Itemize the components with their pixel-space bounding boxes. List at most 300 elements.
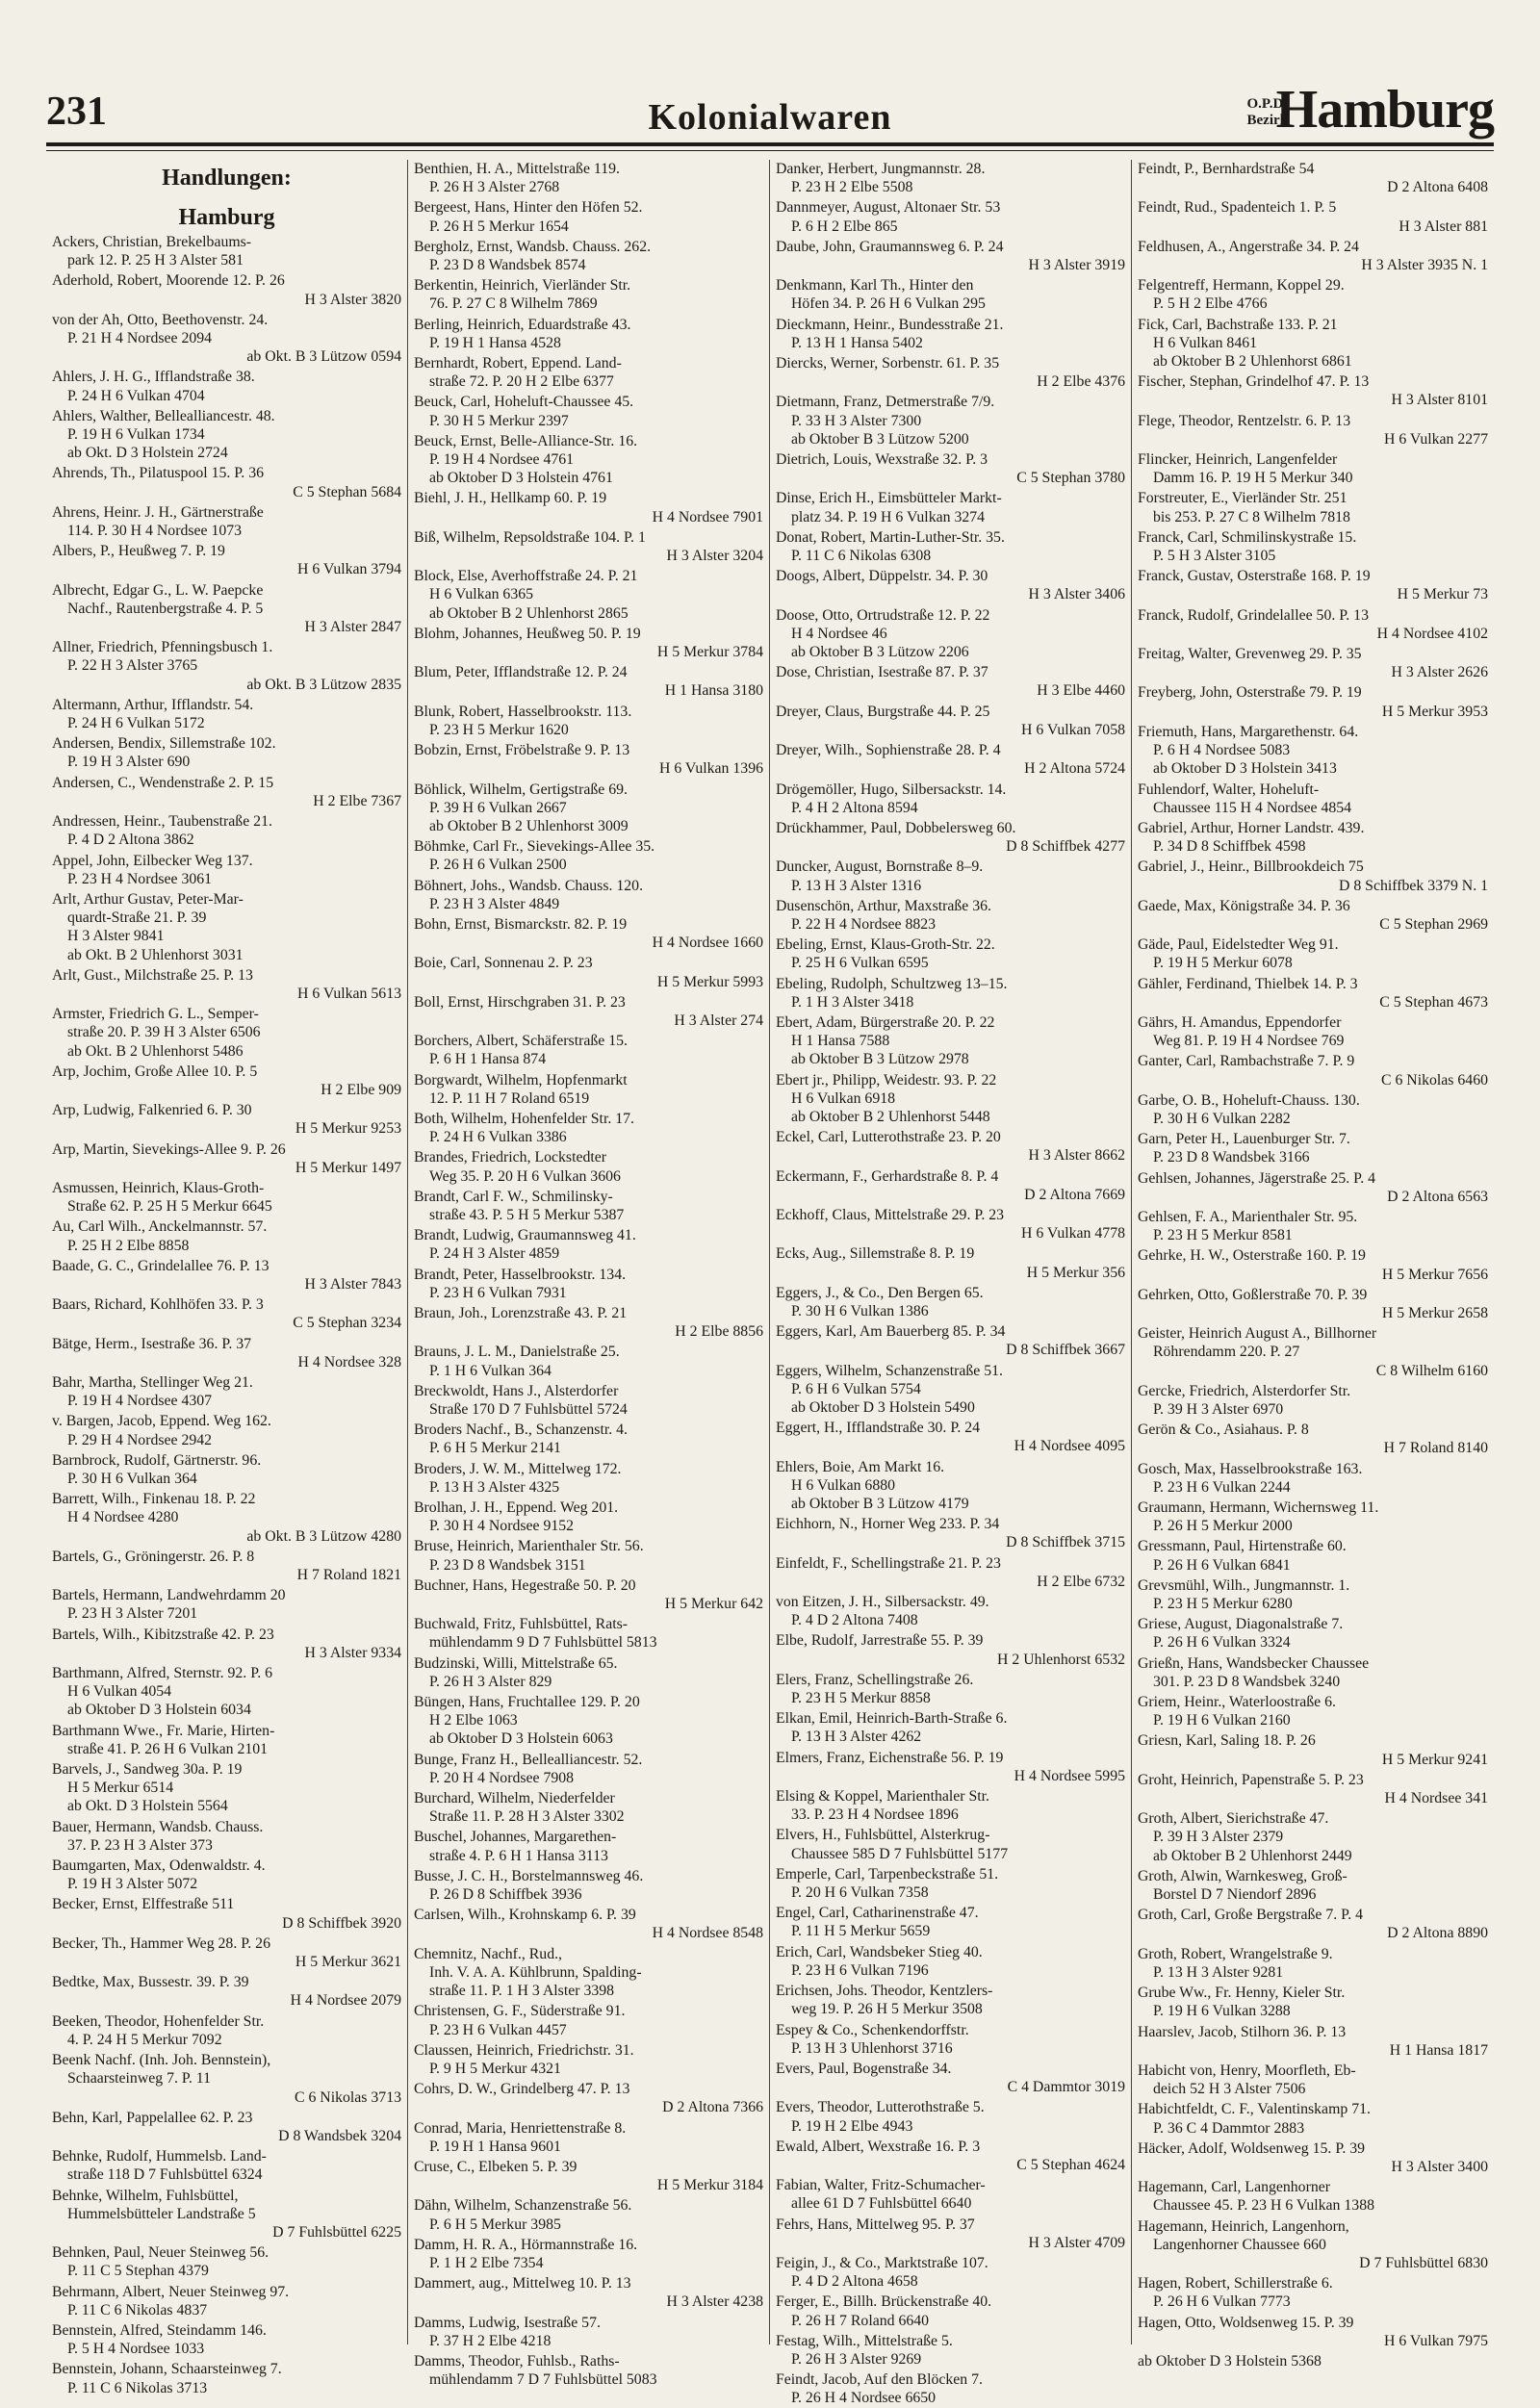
entry-name-line: Habicht von, Henry, Moorfleth, Eb-	[1138, 2062, 1356, 2079]
entry-name-line: Boie, Carl, Sonnenau 2. P. 23	[414, 955, 593, 972]
entry-detail-line: P. 30 H 6 Vulkan 1386	[791, 1302, 929, 1319]
entry-name-line: Elvers, H., Fuhlsbüttel, Alsterkrug-	[776, 1827, 990, 1844]
entry-detail-line: H 3 Alster 3400	[1391, 2158, 1488, 2175]
entry-detail-line: H 4 Nordsee 46	[791, 625, 887, 642]
header-rule-thin	[46, 150, 1494, 151]
entry-detail-line: C 5 Stephan 3234	[293, 1315, 401, 1332]
directory-entry	[1138, 1013, 1488, 1050]
entry-name-line: Barrett, Wilh., Finkenau 18. P. 22	[52, 1491, 256, 1508]
entry-detail-line: H 3 Alster 9334	[304, 1644, 401, 1661]
entry-detail-line: ab Oktober B 3 Lützow 2978	[791, 1051, 969, 1068]
directory-entry	[776, 1322, 1125, 1359]
directory-entry	[52, 1179, 401, 1216]
entry-name-line: Braun, Joh., Lorenzstraße 43. P. 21	[414, 1304, 628, 1321]
directory-entry	[1138, 723, 1488, 779]
entry-name-line: Behnken, Paul, Neuer Steinweg 56.	[52, 2244, 270, 2262]
entry-name-line: Gehrke, H. W., Osterstraße 160. P. 19	[1138, 1247, 1366, 1265]
entry-detail-line: P. 13 H 3 Alster 4262	[791, 1729, 922, 1746]
entry-detail-line: ab Oktober D 3 Holstein 3413	[1153, 760, 1337, 778]
column	[770, 160, 1132, 2407]
entry-detail-line: H 3 Alster 4238	[666, 2293, 763, 2311]
entry-name-line: Bruse, Heinrich, Marienthaler Str. 56.	[414, 1538, 644, 1555]
entry-name-line: Böhnert, Johs., Wandsb. Chauss. 120.	[414, 877, 644, 894]
directory-entry	[414, 2274, 763, 2311]
directory-entry	[1138, 1169, 1488, 1206]
directory-entry	[414, 1382, 763, 1419]
entry-detail-line: D 7 Fuhlsbüttel 6830	[1359, 2254, 1488, 2271]
entry-name-line: Einfeldt, F., Schellingstraße 21. P. 23	[776, 1554, 1001, 1572]
entry-name-line: Eckel, Carl, Lutterothstraße 23. P. 20	[776, 1129, 1001, 1146]
entry-detail-line: H 3 Alster 3204	[666, 548, 763, 565]
directory-entry	[52, 1373, 401, 1410]
column	[408, 160, 770, 2389]
directory-entry	[414, 1906, 763, 1942]
directory-entry	[52, 2321, 401, 2358]
entry-name-line: Beuck, Ernst, Belle-Alliance-Str. 16.	[414, 432, 638, 449]
entry-name-line: Gercke, Friedrich, Alsterdorfer Str.	[1138, 1382, 1351, 1399]
directory-entry	[1138, 160, 1488, 196]
section-heading: Handlungen:	[162, 166, 292, 191]
entry-detail-line: P. 4 D 2 Altona 4658	[791, 2273, 918, 2291]
directory-entry	[1138, 1421, 1488, 1457]
entry-name-line: Hagemann, Heinrich, Langenhorn,	[1138, 2217, 1349, 2235]
section-title: Kolonialwaren	[648, 97, 892, 138]
entry-detail-line: allee 61 D 7 Fuhlsbüttel 6640	[791, 2195, 972, 2213]
entry-name-line: Ahlers, J. H. G., Ifflandstraße 38.	[52, 369, 255, 386]
entry-detail-line: H 4 Nordsee 5995	[1014, 1767, 1125, 1784]
entry-name-line: Garbe, O. B., Hoheluft-Chauss. 130.	[1138, 1091, 1360, 1109]
directory-entry	[414, 1576, 763, 1613]
entry-name-line: Danker, Herbert, Jungmannstr. 28.	[776, 161, 986, 177]
entry-detail-line: H 3 Alster 7843	[304, 1275, 401, 1293]
entry-detail-line: P. 19 H 2 Elbe 4943	[791, 2117, 913, 2135]
entry-name-line: Behrmann, Albert, Neuer Steinweg 97.	[52, 2283, 290, 2300]
entry-name-line: Hagen, Otto, Woldsenweg 15. P. 39	[1138, 2314, 1354, 2331]
entry-detail-line: Weg 81. P. 19 H 4 Nordsee 769	[1153, 1033, 1345, 1050]
entry-name-line: Franck, Gustav, Osterstraße 168. P. 19	[1138, 568, 1371, 585]
entry-detail-line: D 8 Schiffbek 3920	[282, 1914, 401, 1932]
entry-detail-line: H 5 Merkur 356	[1026, 1264, 1125, 1281]
entry-detail-line: 12. P. 11 H 7 Roland 6519	[429, 1089, 590, 1107]
directory-entry	[414, 528, 763, 565]
entry-name-line: Denkmann, Karl Th., Hinter den	[776, 277, 974, 295]
directory-entry	[776, 1631, 1125, 1668]
entry-name-line: Donat, Robert, Martin-Luther-Str. 35.	[776, 528, 1005, 546]
entry-detail-line: straße 41. P. 26 H 6 Vulkan 2101	[67, 1740, 269, 1757]
entry-detail-line: H 4 Nordsee 328	[297, 1353, 401, 1371]
directory-entry	[776, 2293, 1125, 2329]
entry-name-line: Feindt, P., Bernhardstraße 54	[1138, 161, 1315, 177]
entry-name-line: Biß, Wilhelm, Repsoldstraße 104. P. 1	[414, 528, 646, 546]
entry-detail-line: H 5 Merkur 7656	[1381, 1266, 1488, 1283]
directory-entry	[776, 1982, 1125, 2018]
directory-entry	[1138, 489, 1488, 525]
entry-detail-line: H 3 Alster 3406	[1028, 586, 1125, 603]
entry-name-line: Borchers, Albert, Schäferstraße 15.	[414, 1033, 628, 1050]
entry-name-line: Budzinski, Willi, Mittelstraße 65.	[414, 1654, 618, 1672]
entry-name-line: Damm, H. R. A., Hörmannstraße 16.	[414, 2236, 638, 2253]
directory-entry	[52, 774, 401, 810]
directory-entry	[1138, 1499, 1488, 1535]
entry-name-line: Cohrs, D. W., Grindelberg 47. P. 13	[414, 2081, 630, 2098]
directory-entry	[1138, 2100, 1488, 2137]
entry-name-line: Emperle, Carl, Tarpenbeckstraße 51.	[776, 1865, 999, 1883]
entry-name-line: Buchner, Hans, Hegestraße 50. P. 20	[414, 1576, 636, 1594]
directory-entry	[52, 2243, 401, 2280]
entry-name-line: Forstreuter, E., Vierländer Str. 251	[1138, 490, 1348, 507]
directory-entry	[414, 1148, 763, 1185]
entry-name-line: Drückhammer, Paul, Dobbelersweg 60.	[776, 819, 1016, 836]
directory-entry	[1138, 858, 1488, 894]
entry-name-line: Griesn, Karl, Saling 18. P. 26	[1138, 1732, 1316, 1750]
entry-detail-line: H 7 Roland 8140	[1383, 1440, 1488, 1457]
entry-detail-line: H 2 Elbe 6732	[1037, 1573, 1125, 1590]
directory-entry	[414, 2041, 763, 2078]
entry-detail-line: P. 4 D 2 Altona 7408	[791, 1612, 918, 1629]
entry-name-line: Barthmann, Alfred, Sternstr. 92. P. 6	[52, 1665, 273, 1682]
entry-name-line: Ehlers, Boie, Am Markt 16.	[776, 1458, 945, 1475]
directory-entry	[414, 993, 763, 1030]
directory-entry	[776, 276, 1125, 313]
directory-entry	[52, 1257, 401, 1294]
directory-entry	[776, 1904, 1125, 1940]
entry-detail-line: Langenhorner Chaussee 660	[1153, 2236, 1326, 2253]
entry-list	[1138, 160, 1488, 2370]
entry-detail-line: P. 30 H 6 Vulkan 2282	[1153, 1110, 1291, 1127]
entry-detail-line: P. 19 H 1 Hansa 4528	[429, 334, 561, 351]
directory-entry	[1138, 975, 1488, 1012]
entry-detail-line: C 5 Stephan 4624	[1016, 2156, 1125, 2173]
directory-entry	[414, 1304, 763, 1341]
entry-name-line: Böhlick, Wilhelm, Gertigstraße 69.	[414, 781, 628, 798]
entry-detail-line: H 3 Elbe 4460	[1037, 682, 1125, 700]
directory-entry	[1138, 1537, 1488, 1574]
directory-entry	[414, 954, 763, 990]
entry-name-line: Elbe, Rudolf, Jarrestraße 55. P. 39	[776, 1632, 984, 1650]
entry-detail-line: H 5 Merkur 3953	[1381, 703, 1488, 720]
directory-entry	[776, 663, 1125, 700]
city-title: Hamburg	[1275, 80, 1494, 140]
entry-name-line: Griese, August, Diagonalstraße 7.	[1138, 1616, 1344, 1633]
entry-name-line: Blunk, Robert, Hasselbrookstr. 113.	[414, 703, 632, 720]
directory-entry	[414, 837, 763, 874]
entry-detail-line: P. 19 H 5 Merkur 6078	[1153, 955, 1293, 972]
entry-detail-line: P. 23 H 5 Merkur 8581	[1153, 1227, 1293, 1244]
entry-detail-line: P. 6 H 4 Nordsee 5083	[1153, 742, 1291, 759]
entry-name-line: von der Ah, Otto, Beethovenstr. 24.	[52, 311, 269, 328]
directory-entry	[414, 2002, 763, 2038]
entry-name-line: Elers, Franz, Schellingstraße 26.	[776, 1671, 974, 1688]
entry-name-line: Boll, Ernst, Hirschgraben 31. P. 23	[414, 993, 626, 1011]
directory-entry	[776, 1554, 1125, 1591]
entry-detail-line: P. 4 H 2 Altona 8594	[791, 799, 918, 816]
entry-name-line: Beenk Nachf. (Inh. Joh. Bennstein),	[52, 2052, 271, 2069]
entry-detail-line: Chaussee 115 H 4 Nordsee 4854	[1153, 799, 1352, 816]
directory-entry	[414, 1421, 763, 1457]
entry-detail-line: P. 24 H 6 Vulkan 4704	[67, 387, 205, 404]
entry-name-line: Christensen, G. F., Süderstraße 91.	[414, 2003, 626, 2020]
entry-detail-line: Straße 170 D 7 Fuhlsbüttel 5724	[429, 1401, 628, 1418]
entry-detail-line: D 8 Schiffbek 3667	[1006, 1342, 1125, 1359]
directory-entry	[414, 432, 763, 488]
columns	[46, 160, 1494, 2407]
entry-name-line: Buchwald, Fritz, Fuhlsbüttel, Rats-	[414, 1616, 629, 1633]
entry-detail-line: P. 5 H 2 Elbe 4766	[1153, 295, 1268, 313]
directory-entry	[52, 1857, 401, 1893]
entry-name-line: Barthmann Wwe., Fr. Marie, Hirten-	[52, 1722, 275, 1739]
entry-detail-line: P. 37 H 2 Elbe 4218	[429, 2332, 552, 2349]
entry-detail-line: D 2 Altona 6408	[1387, 179, 1488, 196]
directory-entry	[1138, 2023, 1488, 2060]
entry-name-line: Haarslev, Jacob, Stilhorn 36. P. 13	[1138, 2023, 1347, 2040]
entry-detail-line: 33. P. 23 H 4 Nordsee 1896	[791, 1806, 959, 1824]
entry-detail-line: P. 19 H 6 Vulkan 1734	[67, 426, 205, 444]
entry-name-line: Brandes, Friedrich, Lockstedter	[414, 1149, 607, 1166]
entry-detail-line: P. 13 H 3 Uhlenhorst 3716	[791, 2039, 953, 2057]
entry-name-line: Ebert jr., Philipp, Weidestr. 93. P. 22	[776, 1071, 997, 1089]
entry-detail-line: ab Oktober D 3 Holstein 5490	[791, 1399, 975, 1416]
directory-entry	[52, 1412, 401, 1448]
directory-entry	[1138, 897, 1488, 934]
entry-name-line: Diercks, Werner, Sorbenstr. 61. P. 35	[776, 355, 1000, 372]
directory-entry	[52, 311, 401, 367]
entry-detail-line: P. 6 H 5 Merkur 2141	[429, 1440, 561, 1457]
entry-detail-line: P. 13 H 3 Alster 1316	[791, 877, 922, 894]
entry-detail-line: H 2 Elbe 8856	[675, 1323, 763, 1341]
entry-name-line: Hagemann, Carl, Langenhorner	[1138, 2179, 1331, 2196]
entry-detail-line: ab Oktober B 2 Uhlenhorst 2449	[1153, 1847, 1352, 1864]
entry-name-line: Eggers, Karl, Am Bauerberg 85. P. 34	[776, 1323, 1006, 1341]
entry-detail-line: P. 26 D 8 Schiffbek 3936	[429, 1886, 582, 1904]
entry-detail-line: Chaussee 45. P. 23 H 6 Vulkan 1388	[1153, 2197, 1375, 2215]
directory-entry	[52, 1217, 401, 1254]
directory-entry	[1138, 606, 1488, 643]
entry-detail-line: H 2 Altona 5724	[1024, 760, 1125, 778]
entry-detail-line: P. 23 H 3 Alster 7201	[67, 1605, 198, 1623]
entry-name-line: Elkan, Emil, Heinrich-Barth-Straße 6.	[776, 1710, 1008, 1728]
directory-entry	[776, 316, 1125, 352]
entry-name-line: Barvels, J., Sandweg 30a. P. 19	[52, 1761, 243, 1779]
directory-entry	[414, 1266, 763, 1302]
entry-detail-line: H 3 Alster 2626	[1391, 664, 1488, 681]
entry-name-line: Busse, J. C. H., Borstelmannsweg 46.	[414, 1867, 644, 1884]
entry-detail-line: P. 33 H 3 Alster 7300	[791, 412, 922, 429]
entry-detail-line: 114. P. 30 H 4 Nordsee 1073	[67, 523, 243, 540]
entry-name-line: Doose, Otto, Ortrudstraße 12. P. 22	[776, 606, 990, 624]
entry-name-line: Broders Nachf., B., Schanzenstr. 4.	[414, 1422, 628, 1439]
entry-name-line: Dusenschön, Arthur, Maxstraße 36.	[776, 897, 991, 914]
directory-entry	[414, 1032, 763, 1068]
entry-detail-line: H 6 Vulkan 8461	[1153, 334, 1258, 351]
entry-detail-line: Schaarsteinweg 7. P. 11	[67, 2070, 212, 2088]
entry-detail-line: ab Okt. B 3 Lützow 4280	[246, 1527, 401, 1545]
entry-detail-line: H 5 Merkur 9253	[295, 1120, 401, 1138]
entry-name-line: Dieckmann, Heinr., Bundesstraße 21.	[776, 316, 1004, 333]
entry-name-line: Arlt, Gust., Milchstraße 25. P. 13	[52, 966, 253, 984]
entry-detail-line: H 5 Merkur 2658	[1381, 1304, 1488, 1321]
directory-entry	[776, 1943, 1125, 1980]
directory-entry	[776, 935, 1125, 972]
entry-detail-line: P. 30 H 5 Merkur 2397	[429, 412, 569, 429]
entry-name-line: Appel, John, Eilbecker Weg 137.	[52, 852, 253, 869]
entry-name-line: Dammert, aug., Mittelweg 10. P. 13	[414, 2275, 631, 2293]
directory-entry	[414, 1693, 763, 1749]
entry-name-line: Espey & Co., Schenkendorffstr.	[776, 2021, 969, 2038]
entry-detail-line: D 7 Fuhlsbüttel 6225	[272, 2223, 401, 2241]
directory-entry	[52, 1295, 401, 1332]
directory-entry	[52, 638, 401, 694]
entry-detail-line: P. 13 H 3 Alster 4325	[429, 1478, 560, 1496]
directory-entry	[776, 2098, 1125, 2135]
entry-detail-line: ab Okt. D 3 Holstein 2724	[67, 445, 228, 462]
entry-detail-line: P. 9 H 5 Merkur 4321	[429, 2060, 561, 2077]
directory-entry	[776, 858, 1125, 894]
entry-detail-line: H 5 Merkur 9241	[1381, 1751, 1488, 1768]
entry-detail-line: Höfen 34. P. 26 H 6 Vulkan 295	[791, 295, 986, 313]
directory-entry	[52, 1760, 401, 1816]
directory-entry	[52, 233, 401, 269]
entry-name-line: Bergeest, Hans, Hinter den Höfen 52.	[414, 199, 643, 217]
entry-detail-line: P. 11 H 5 Merkur 5659	[791, 1923, 931, 1940]
directory-entry	[52, 1895, 401, 1932]
entry-name-line: Andersen, Bendix, Sillemstraße 102.	[52, 735, 276, 753]
entry-name-line: Garn, Peter H., Lauenburger Str. 7.	[1138, 1131, 1350, 1148]
directory-entry	[414, 1867, 763, 1904]
entry-name-line: Arp, Jochim, Große Allee 10. P. 5	[52, 1063, 258, 1080]
entry-name-line: Dreyer, Claus, Burgstraße 44. P. 25	[776, 703, 990, 720]
entry-name-line: Hagen, Robert, Schillerstraße 6.	[1138, 2275, 1333, 2293]
entry-name-line: Fuhlendorf, Walter, Hoheluft-	[1138, 781, 1320, 798]
entry-detail-line: H 6 Vulkan 6880	[791, 1476, 896, 1494]
entry-name-line: Albrecht, Edgar G., L. W. Paepcke	[52, 581, 264, 599]
directory-entry	[1138, 1576, 1488, 1613]
directory-entry	[1138, 1731, 1488, 1768]
entry-detail-line: P. 20 H 6 Vulkan 7358	[791, 1884, 929, 1902]
entry-name-line: Fick, Carl, Bachstraße 133. P. 21	[1138, 316, 1338, 333]
directory-entry	[1138, 238, 1488, 274]
entry-name-line: Daube, John, Graumannsweg 6. P. 24	[776, 238, 1004, 255]
directory-entry	[776, 1709, 1125, 1746]
entry-name-line: Damms, Theodor, Fuhlsb., Raths-	[414, 2352, 620, 2370]
directory-entry	[1138, 935, 1488, 972]
entry-name-line: Ahlers, Walther, Bellealliancestr. 48.	[52, 407, 275, 424]
directory-entry	[52, 2147, 401, 2184]
page-header	[46, 67, 1494, 142]
entry-detail-line: P. 30 H 4 Nordsee 9152	[429, 1518, 575, 1535]
directory-entry	[52, 1451, 401, 1488]
entry-detail-line: H 6 Vulkan 4054	[67, 1683, 172, 1701]
directory-entry	[776, 567, 1125, 603]
directory-entry	[1138, 450, 1488, 487]
entry-detail-line: Chaussee 585 D 7 Fuhlsbüttel 5177	[791, 1845, 1009, 1862]
directory-entry	[414, 703, 763, 739]
entry-name-line: Freyberg, John, Osterstraße 79. P. 19	[1138, 684, 1362, 702]
entry-name-line: Bobzin, Ernst, Fröbelstraße 9. P. 13	[414, 742, 630, 759]
directory-entry	[776, 1284, 1125, 1320]
entry-detail-line: mühlendamm 7 D 7 Fuhlsbüttel 5083	[429, 2371, 657, 2389]
directory-entry	[776, 2021, 1125, 2058]
directory-entry	[414, 238, 763, 274]
entry-detail-line: H 3 Alster 3919	[1028, 257, 1125, 274]
directory-entry	[776, 1515, 1125, 1551]
entry-name-line: Andressen, Heinr., Taubenstraße 21.	[52, 813, 272, 831]
entry-name-line: Borgwardt, Wilhelm, Hopfenmarkt	[414, 1071, 628, 1089]
entry-detail-line: quardt-Straße 21. P. 39	[67, 909, 207, 927]
entry-detail-line: P. 11 C 6 Nikolas 4837	[67, 2301, 208, 2318]
entry-name-line: Feindt, Jacob, Auf den Blöcken 7.	[776, 2371, 983, 2389]
entry-detail-line: H 3 Alster 8662	[1028, 1147, 1125, 1165]
entry-detail-line: P. 19 H 4 Nordsee 4761	[429, 451, 575, 469]
entry-name-line: Erich, Carl, Wandsbeker Stieg 40.	[776, 1943, 983, 1960]
directory-entry	[414, 915, 763, 952]
directory-entry	[414, 2080, 763, 2116]
entry-detail-line: ab Okt. D 3 Holstein 5564	[67, 1798, 228, 1815]
directory-entry	[52, 1140, 401, 1177]
entry-detail-line: H 3 Alster 3820	[304, 291, 401, 308]
entry-detail-line: P. 39 H 3 Alster 6970	[1153, 1401, 1284, 1418]
entry-name-line: Eggers, J., & Co., Den Bergen 65.	[776, 1284, 984, 1301]
entry-detail-line: P. 30 H 6 Vulkan 364	[67, 1471, 197, 1487]
entry-detail-line: P. 19 H 6 Vulkan 3288	[1153, 2003, 1291, 2020]
entry-detail-line: ab Oktober B 2 Uhlenhorst 5448	[791, 1108, 990, 1125]
entry-name-line: Häcker, Adolf, Woldsenweg 15. P. 39	[1138, 2139, 1366, 2157]
entry-detail-line: P. 23 D 8 Wandsbek 8574	[429, 257, 586, 274]
directory-entry	[52, 581, 401, 637]
directory-entry	[414, 160, 763, 196]
entry-name-line: Aderhold, Robert, Moorende 12. P. 26	[52, 272, 285, 290]
directory-entry	[52, 2360, 401, 2396]
entry-detail-line: H 3 Alster 274	[674, 1012, 763, 1029]
entry-detail-line: P. 22 H 4 Nordsee 8823	[791, 915, 937, 933]
entry-detail-line: bis 253. P. 27 C 8 Wilhelm 7818	[1153, 508, 1350, 525]
directory-entry	[776, 1128, 1125, 1165]
directory-entry	[52, 2051, 401, 2107]
directory-entry	[414, 1343, 763, 1379]
directory-entry	[52, 1005, 401, 1061]
entry-detail-line: H 6 Vulkan 7058	[1020, 721, 1125, 738]
entry-detail-line: H 5 Merkur 642	[664, 1596, 763, 1613]
entry-name-line: Gäde, Paul, Eidelstedter Weg 91.	[1138, 936, 1339, 954]
directory-entry	[776, 1244, 1125, 1281]
directory-entry	[414, 2196, 763, 2233]
directory-entry	[1138, 1771, 1488, 1807]
directory-entry	[414, 489, 763, 525]
entry-name-line: Groth, Albert, Sierichstraße 47.	[1138, 1810, 1329, 1828]
entry-detail-line: P. 1 H 6 Vulkan 364	[429, 1362, 552, 1379]
directory-entry	[776, 1671, 1125, 1707]
directory-entry	[52, 1063, 401, 1099]
entry-detail-line: platz 34. P. 19 H 6 Vulkan 3274	[791, 508, 986, 525]
entry-name-line: Arp, Martin, Sievekings-Allee 9. P. 26	[52, 1140, 286, 1158]
directory-entry	[776, 489, 1125, 525]
entry-name-line: Eckhoff, Claus, Mittelstraße 29. P. 23	[776, 1206, 1005, 1223]
directory-entry	[776, 703, 1125, 739]
directory-entry	[1138, 2352, 1488, 2370]
entry-detail-line: D 2 Altona 8890	[1387, 1925, 1488, 1942]
directory-entry	[776, 2254, 1125, 2291]
entry-name-line: Freitag, Walter, Grevenweg 29. P. 35	[1138, 646, 1362, 663]
entry-name-line: Conrad, Maria, Henriettenstraße 8.	[414, 2119, 627, 2137]
directory-entry	[776, 528, 1125, 565]
entry-detail-line: straße 20. P. 39 H 3 Alster 6506	[67, 1024, 261, 1041]
directory-entry	[776, 1787, 1125, 1824]
directory-entry	[1138, 2062, 1488, 2098]
directory-entry	[1138, 781, 1488, 817]
entry-detail-line: P. 26 H 4 Nordsee 6650	[791, 2390, 937, 2407]
entry-detail-line: P. 23 H 6 Vulkan 4457	[429, 2021, 567, 2038]
entry-detail-line: P. 6 H 6 Vulkan 5754	[791, 1380, 921, 1397]
entry-name-line: Becker, Ernst, Elffestraße 511	[52, 1896, 235, 1913]
